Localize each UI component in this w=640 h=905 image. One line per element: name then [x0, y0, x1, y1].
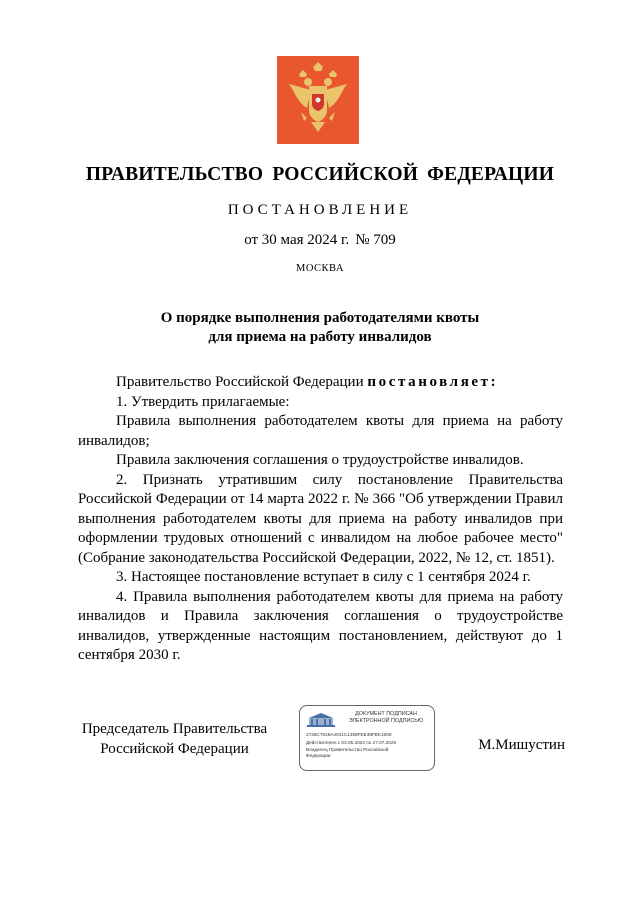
stamp-owner-line-1: Владелец Правительство Российской	[306, 747, 389, 752]
preamble-text: Правительство Российской Федерации	[116, 374, 364, 390]
paragraph-1: 1. Утвердить прилагаемые:	[116, 393, 290, 410]
coat-of-arms-emblem	[277, 56, 359, 144]
document-type: ПОСТАНОВЛЕНИЕ	[227, 202, 413, 218]
stamp-certificate: 2726C7919A4041C1458FEE38FBK1009	[306, 732, 392, 737]
signatory-name: М.Мишустин	[478, 737, 565, 753]
signatory-position	[72, 720, 277, 759]
document-title	[100, 309, 540, 347]
document-number: № 709	[355, 232, 396, 248]
document-city: МОСКВА	[296, 263, 344, 274]
paragraph-1a: Правила выполнения работодателем квоты для приема на работу инвалидов;	[78, 413, 563, 449]
preamble-paragraph	[78, 373, 563, 393]
paragraph-2: 2. Признать утратившим силу постановление Правительства Российской Федерации от 14 марта 2022 г. № 366 "Об утверждении Правил выполнения работодателем квоты для приема на работу инвалидов при оформлении трудовых отношений с инвалидом на любое рабочее место" (Собрание законодательства Российской Федерации, 2022, № 12, ст. 1851).	[78, 471, 563, 566]
stamp-validity: Действителен с 03.05.2024 по 27.07.2025	[306, 740, 397, 745]
paragraph-3: 3. Настоящее постановление вступает в силу с 1 сентября 2024 г.	[116, 569, 531, 585]
document-date: от 30 мая 2024 г.	[244, 232, 350, 248]
electronic-signature-stamp	[299, 705, 435, 771]
stamp-heading	[338, 711, 434, 725]
document-body	[78, 373, 563, 666]
stamp-heading-line-2: ЭЛЕКТРОННОЙ ПОДПИСЬЮ	[348, 718, 424, 724]
position-line-2: Российской Федерации	[100, 740, 249, 757]
title-line-2: для приема на работу инвалидов	[208, 329, 432, 345]
stamp-owner-line-2: Федерации	[306, 753, 331, 758]
position-line-1: Председатель Правительства	[81, 721, 268, 737]
decree-word: постановляет:	[367, 374, 499, 390]
title-line-1: О порядке выполнения работодателями квоты	[160, 310, 480, 326]
document-date-line	[0, 232, 640, 249]
government-building-icon	[306, 712, 336, 728]
stamp-heading-line-1: ДОКУМЕНТ ПОДПИСАН	[355, 711, 417, 717]
paragraph-4: 4. Правила выполнения работодателем квоты для приема на работу инвалидов и Правила заключения соглашения о трудоустройстве инвалидов, утвержденные настоящим постановлением, действуют до 1 сентября 2030 г.	[78, 588, 563, 663]
government-heading: ПРАВИТЕЛЬСТВО РОССИЙСКОЙ ФЕДЕРАЦИИ	[85, 164, 555, 185]
paragraph-1b: Правила заключения соглашения о трудоустройстве инвалидов.	[116, 452, 524, 468]
double-headed-eagle-icon	[277, 56, 359, 144]
